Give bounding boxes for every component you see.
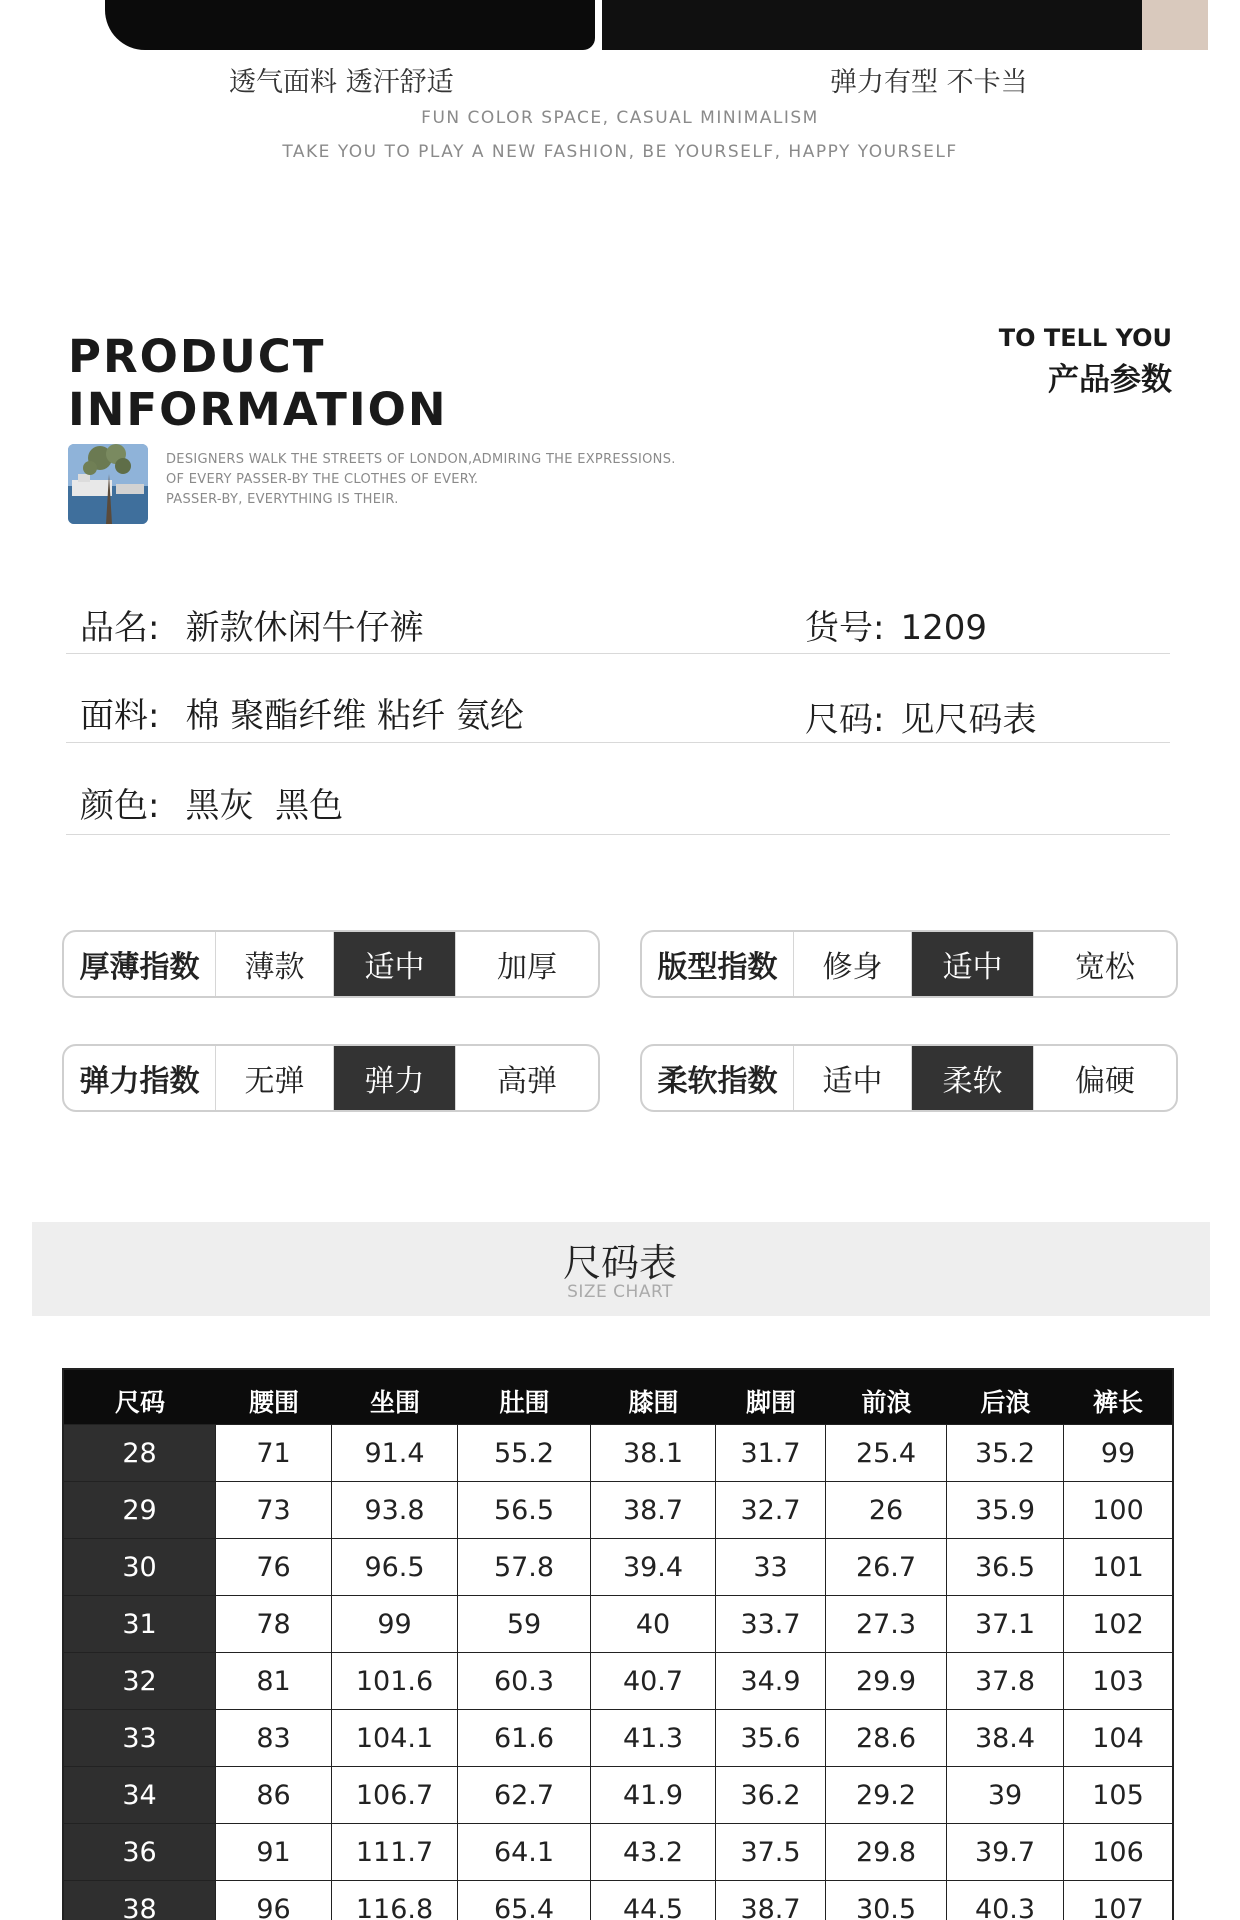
tagline-line2: TAKE YOU TO PLAY A NEW FASHION, BE YOURSELF, HAPPY YOURSELF [282, 142, 958, 162]
measure-cell: 71 [216, 1425, 332, 1481]
softness-option-stiff: 偏硬 [1075, 1064, 1135, 1099]
product-name-label: 品名: [80, 608, 160, 648]
measure-cell: 40.7 [591, 1653, 716, 1709]
softness-index [640, 1044, 1178, 1112]
measure-cell: 64.1 [458, 1824, 591, 1880]
photo-caption-right: 弹力有型 不卡当 [830, 67, 1028, 98]
measure-cell: 29.9 [826, 1653, 947, 1709]
measure-cell: 61.6 [458, 1710, 591, 1766]
product-size-value: 见尺码表 [900, 700, 1037, 740]
table-header-cell: 膝围 [628, 1388, 679, 1417]
thickness-option-thin: 薄款 [216, 932, 334, 996]
measure-cell: 62.7 [458, 1767, 591, 1823]
table-row [64, 1652, 1172, 1709]
measure-cell: 104.1 [332, 1710, 458, 1766]
measure-cell: 96.5 [332, 1539, 458, 1595]
size-chart-title: 尺码表 [562, 1241, 677, 1285]
product-sku [805, 600, 987, 649]
description-line-1: DESIGNERS WALK THE STREETS OF LONDON,ADMIRING THE EXPRESSIONS. [166, 452, 676, 467]
size-cell: 36 [64, 1824, 216, 1880]
measure-cell: 56.5 [458, 1482, 591, 1538]
measure-cell: 99 [332, 1596, 458, 1652]
softness-option-medium: 适中 [794, 1046, 912, 1110]
stretch-option-high: 高弹 [497, 1064, 557, 1099]
measure-cell: 43.2 [591, 1824, 716, 1880]
measure-cell: 38.4 [947, 1710, 1064, 1766]
measure-cell: 93.8 [332, 1482, 458, 1538]
table-header-cell: 坐围 [369, 1388, 420, 1417]
tagline-line1: FUN COLOR SPACE, CASUAL MINIMALISM [421, 108, 819, 128]
measure-cell: 76 [216, 1539, 332, 1595]
softness-option-soft-selected: 柔软 [912, 1046, 1034, 1110]
product-sku-value: 1209 [900, 608, 987, 648]
measure-cell: 26.7 [826, 1539, 947, 1595]
size-cell: 28 [64, 1425, 216, 1481]
thickness-index [62, 930, 600, 998]
measure-cell: 60.3 [458, 1653, 591, 1709]
table-row [64, 1823, 1172, 1880]
table-header-row [64, 1370, 1172, 1424]
fit-option-slim: 修身 [794, 932, 912, 996]
product-photo-left [105, 0, 595, 50]
measure-cell: 40 [591, 1596, 716, 1652]
measure-cell: 96 [216, 1881, 332, 1920]
measure-cell: 38.1 [591, 1425, 716, 1481]
measure-cell: 59 [458, 1596, 591, 1652]
measure-cell: 55.2 [458, 1425, 591, 1481]
measure-cell: 36.5 [947, 1539, 1064, 1595]
thickness-option-thick: 加厚 [497, 950, 557, 985]
stretch-option-stretch-selected: 弹力 [334, 1046, 456, 1110]
measure-cell: 111.7 [332, 1824, 458, 1880]
measure-cell: 91.4 [332, 1425, 458, 1481]
fit-index-label: 版型指数 [642, 932, 794, 996]
measure-cell: 81 [216, 1653, 332, 1709]
product-name-value: 新款休闲牛仔裤 [185, 608, 424, 648]
product-params-label: 产品参数 [1048, 362, 1172, 398]
measure-cell: 38.7 [716, 1881, 826, 1920]
measure-cell: 34.9 [716, 1653, 826, 1709]
table-row [64, 1538, 1172, 1595]
product-photo-right-edge [1142, 0, 1208, 50]
info-divider [66, 742, 1170, 743]
measure-cell: 33.7 [716, 1596, 826, 1652]
fit-index [640, 930, 1178, 998]
measure-cell: 116.8 [332, 1881, 458, 1920]
measure-cell: 29.2 [826, 1767, 947, 1823]
measure-cell: 31.7 [716, 1425, 826, 1481]
title-line-2: INFORMATION [68, 383, 448, 436]
product-information-title [68, 330, 448, 436]
table-header-cell: 尺码 [114, 1388, 165, 1417]
product-fabric-label: 面料: [80, 696, 160, 736]
measure-cell: 91 [216, 1824, 332, 1880]
measure-cell: 37.8 [947, 1653, 1064, 1709]
table-header-cell: 后浪 [980, 1388, 1031, 1417]
measure-cell: 38.7 [591, 1482, 716, 1538]
product-size [805, 692, 1036, 741]
size-cell: 30 [64, 1539, 216, 1595]
size-cell: 38 [64, 1881, 216, 1920]
measure-cell: 105 [1092, 1779, 1144, 1811]
measure-cell: 106 [1092, 1836, 1144, 1868]
measure-cell: 102 [1092, 1608, 1144, 1640]
measure-cell: 41.3 [591, 1710, 716, 1766]
measure-cell: 33 [716, 1539, 826, 1595]
measure-cell: 30.5 [826, 1881, 947, 1920]
thickness-option-medium-selected: 适中 [334, 932, 456, 996]
measure-cell: 73 [216, 1482, 332, 1538]
info-divider [66, 834, 1170, 835]
size-cell: 32 [64, 1653, 216, 1709]
measure-cell: 35.2 [947, 1425, 1064, 1481]
designer-description [166, 450, 676, 510]
product-name [80, 600, 423, 649]
measure-cell: 101 [1092, 1551, 1144, 1583]
table-row [64, 1766, 1172, 1823]
product-fabric [80, 688, 524, 737]
measure-cell: 106.7 [332, 1767, 458, 1823]
size-cell: 29 [64, 1482, 216, 1538]
product-photo-right [602, 0, 1142, 50]
table-row [64, 1481, 1172, 1538]
measure-cell: 100 [1092, 1494, 1144, 1526]
measure-cell: 35.6 [716, 1710, 826, 1766]
measure-cell: 44.5 [591, 1881, 716, 1920]
measure-cell: 104 [1092, 1722, 1144, 1754]
measure-cell: 103 [1092, 1665, 1144, 1697]
measure-cell: 26 [826, 1482, 947, 1538]
description-line-3: PASSER-BY, EVERYTHING IS THEIR. [166, 492, 399, 507]
measure-cell: 39 [947, 1767, 1064, 1823]
table-header-cell: 腰围 [248, 1388, 299, 1417]
table-body [64, 1424, 1172, 1920]
measure-cell: 78 [216, 1596, 332, 1652]
measure-cell: 27.3 [826, 1596, 947, 1652]
product-fabric-value: 棉 聚酯纤维 粘纤 氨纶 [185, 696, 524, 736]
measure-cell: 83 [216, 1710, 332, 1766]
measure-cell: 101.6 [332, 1653, 458, 1709]
size-chart-subtitle: SIZE CHART [567, 1282, 673, 1302]
table-row [64, 1595, 1172, 1652]
size-chart-table [62, 1368, 1174, 1920]
product-color [80, 778, 343, 827]
table-header-cell: 肚围 [499, 1388, 550, 1417]
product-color-value: 黑灰 黑色 [185, 786, 344, 826]
measure-cell: 32.7 [716, 1482, 826, 1538]
thickness-index-label: 厚薄指数 [64, 932, 216, 996]
measure-cell: 65.4 [458, 1881, 591, 1920]
measure-cell: 39.4 [591, 1539, 716, 1595]
table-row [64, 1709, 1172, 1766]
table-header-cell: 裤长 [1092, 1388, 1143, 1417]
size-cell: 33 [64, 1710, 216, 1766]
measure-cell: 86 [216, 1767, 332, 1823]
fit-option-regular-selected: 适中 [912, 932, 1034, 996]
product-size-label: 尺码: [805, 700, 885, 740]
title-line-1: PRODUCT [68, 330, 326, 383]
measure-cell: 35.9 [947, 1482, 1064, 1538]
measure-cell: 41.9 [591, 1767, 716, 1823]
measure-cell: 99 [1100, 1437, 1136, 1469]
measure-cell: 57.8 [458, 1539, 591, 1595]
measure-cell: 36.2 [716, 1767, 826, 1823]
stretch-index-label: 弹力指数 [64, 1046, 216, 1110]
measure-cell: 40.3 [947, 1881, 1064, 1920]
softness-index-label: 柔软指数 [642, 1046, 794, 1110]
size-cell: 34 [64, 1767, 216, 1823]
measure-cell: 25.4 [826, 1425, 947, 1481]
table-header-cell: 脚围 [745, 1388, 796, 1417]
measure-cell: 37.5 [716, 1824, 826, 1880]
to-tell-you-label: TO TELL YOU [998, 324, 1172, 352]
product-sku-label: 货号: [805, 608, 885, 648]
product-color-label: 颜色: [80, 786, 160, 826]
photo-caption-left: 透气面料 透汗舒适 [229, 67, 454, 98]
table-row [64, 1424, 1172, 1481]
measure-cell: 28.6 [826, 1710, 947, 1766]
fit-option-loose: 宽松 [1075, 950, 1135, 985]
size-cell: 31 [64, 1596, 216, 1652]
stretch-index [62, 1044, 600, 1112]
measure-cell: 107 [1092, 1893, 1144, 1920]
info-divider [66, 653, 1170, 654]
lifestyle-thumbnail [68, 444, 148, 524]
measure-cell: 37.1 [947, 1596, 1064, 1652]
table-row [64, 1880, 1172, 1920]
measure-cell: 29.8 [826, 1824, 947, 1880]
stretch-option-none: 无弹 [216, 1046, 334, 1110]
to-tell-you-block [999, 324, 1172, 399]
description-line-2: OF EVERY PASSER-BY THE CLOTHES OF EVERY. [166, 472, 479, 487]
measure-cell: 39.7 [947, 1824, 1064, 1880]
table-header-cell: 前浪 [861, 1388, 912, 1417]
